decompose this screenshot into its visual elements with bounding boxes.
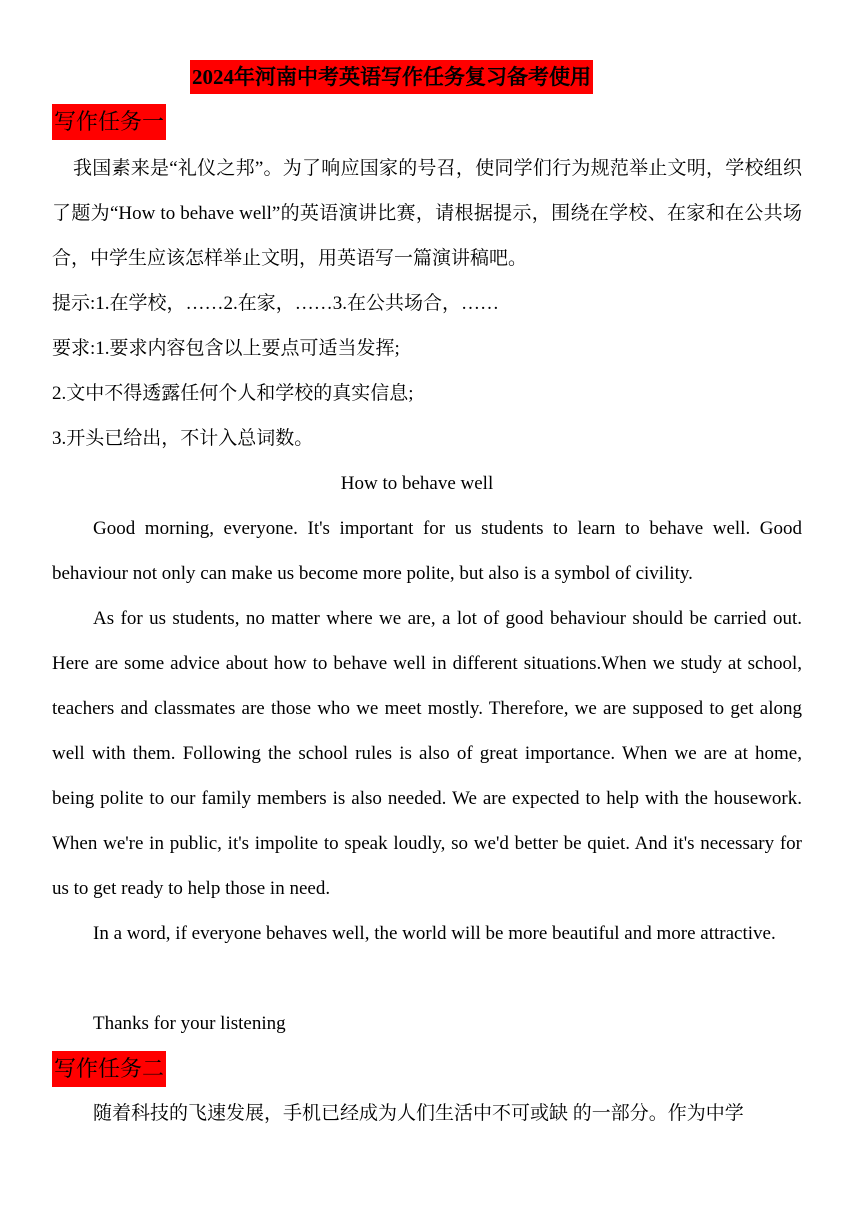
document-title: 2024年河南中考英语写作任务复习备考使用 [190,60,593,94]
task1-requirement-2: 2.文中不得透露任何个人和学校的真实信息; [52,383,414,404]
task1-prompt: 我国素来是“礼仪之邦”。为了响应国家的号召，使同学们行为规范举止文明，学校组织了题为“How to behave well”的英语演讲比赛，请根据提示，围绕在学校、在家和在公共场合，中学生应该怎样举止文明，用英语写一篇演讲稿吧。 [52,158,802,269]
essay-paragraph-2: As for us students, no matter where we are, a lot of good behaviour should be carried out. Here are some advice about how to behave well in different situations.When we study at school, teachers and classmates are those who we meet mostly. Therefore, we are supposed to get along well with them. Following the school rules is also of great importance. When we are at home, being polite to our family members is also needed. We are expected to help with the housework. When we're in public, it's impolite to speak loudly, so we'd better be quiet. And it's necessary for us to get ready to help those in need. [52,608,802,899]
task2-prompt: 随着科技的飞速发展，手机已经成为人们生活中不可或缺 的一部分。作为中学 [93,1103,744,1124]
task1-requirement-3: 3.开头已给出，不计入总词数。 [52,428,314,449]
task1-heading: 写作任务一 [52,104,166,140]
essay-title: How to behave well [340,473,494,494]
task1-hints: 提示:1.在学校，……2.在家，……3.在公共场合，…… [52,293,500,314]
essay-paragraph-3: In a word, if everyone behaves well, the world will be more beautiful and more attractive. [93,923,776,944]
essay-closing: Thanks for your listening [93,1013,286,1034]
essay-paragraph-1: Good morning, everyone. It's important for us students to learn to behave well. Good behaviour not only can make us become more polite, but also is a symbol of civility. [52,518,802,584]
task1-requirement-1: 要求:1.要求内容包含以上要点可适当发挥; [52,338,400,359]
task2-heading: 写作任务二 [52,1051,166,1087]
